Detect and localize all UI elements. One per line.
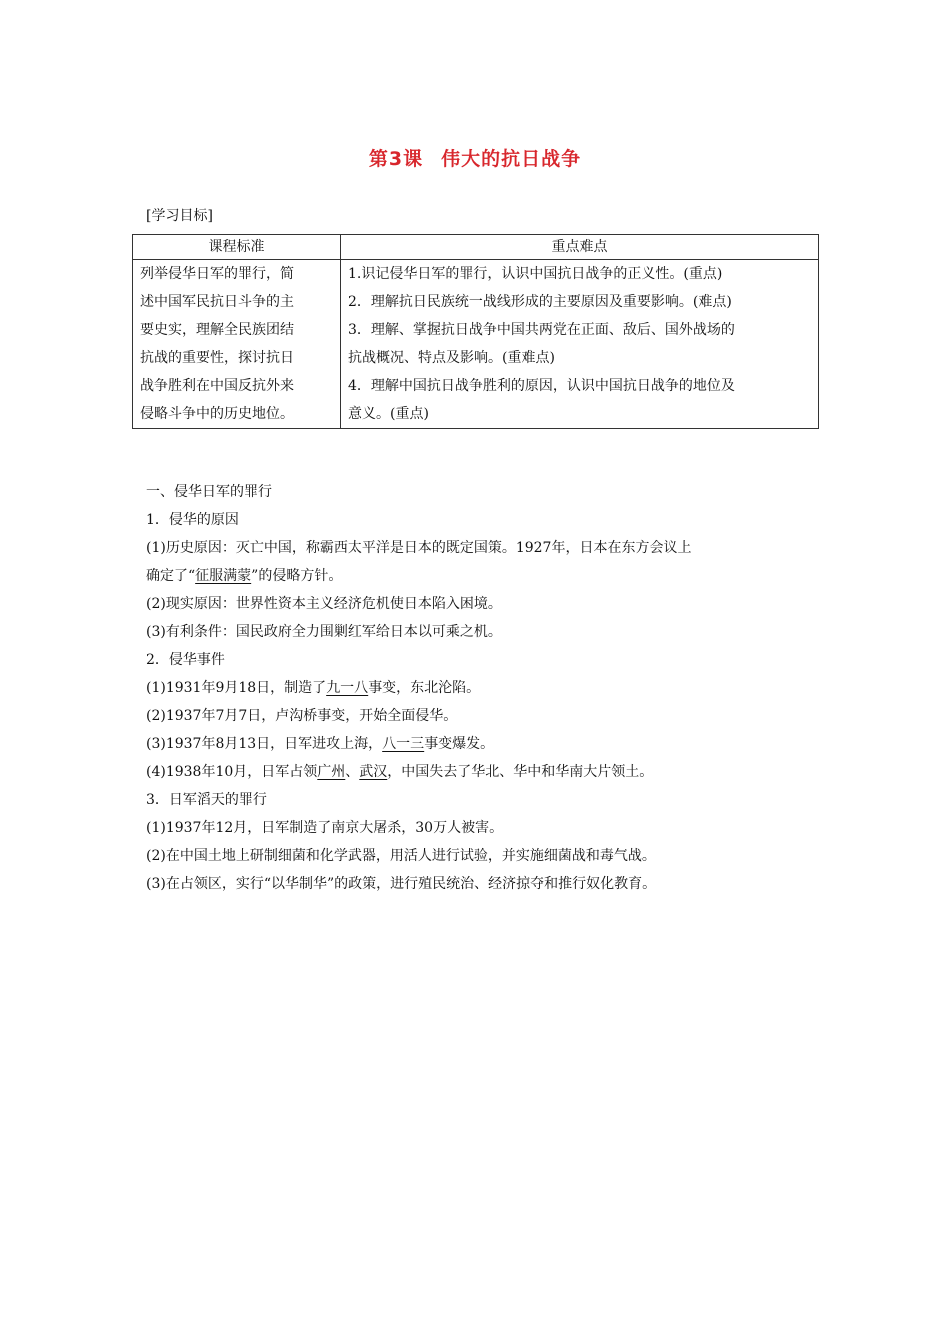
text: 、 — [345, 764, 360, 780]
text: (4)1938年10月，日军占领 — [146, 764, 318, 780]
standard-line: 列举侵华日军的罪行，简 — [140, 266, 294, 282]
key-term: 征服满蒙 — [195, 568, 252, 584]
text: 事变爆发。 — [424, 736, 495, 752]
course-standard-cell — [133, 260, 341, 429]
point-line: 2．理解抗日民族统一战线形成的主要原因及重要影响。(难点) — [348, 294, 732, 310]
point-line: 4．理解中国抗日战争胜利的原因，认识中国抗日战争的地位及 — [348, 378, 735, 394]
paragraph: (1)1937年12月，日军制造了南京大屠杀，30万人被害。 — [146, 820, 504, 836]
subsection-heading: 2．侵华事件 — [146, 652, 225, 668]
text: 确定了“ — [146, 568, 196, 584]
lesson-number: 第3课 — [368, 148, 424, 170]
paragraph — [146, 562, 826, 590]
lesson-content — [146, 478, 826, 898]
subsection-heading: 3．日军滔天的罪行 — [146, 792, 267, 808]
text: (1)1931年9月18日，制造了 — [146, 680, 327, 696]
standard-line: 述中国军民抗日斗争的主 — [140, 294, 294, 310]
text: 事变，东北沦陷。 — [368, 680, 481, 696]
standard-line: 侵略斗争中的历史地位。 — [140, 406, 294, 422]
paragraph: (2)1937年7月7日，卢沟桥事变，开始全面侵华。 — [146, 708, 458, 724]
page-title — [0, 144, 950, 171]
key-points-cell — [341, 260, 819, 429]
paragraph: (3)在占领区，实行“以华制华”的政策，进行殖民统治、经济掠夺和推行奴化教育。 — [146, 876, 657, 892]
standard-line: 抗战的重要性，探讨抗日 — [140, 350, 294, 366]
key-term: 八一三 — [382, 736, 425, 752]
table-header-row — [133, 235, 819, 260]
standard-line: 要史实，理解全民族团结 — [140, 322, 294, 338]
text: (3)1937年8月13日，日军进攻上海， — [146, 736, 383, 752]
point-line: 1.识记侵华日军的罪行，认识中国抗日战争的正义性。(重点) — [348, 266, 723, 282]
header-course-standard: 课程标准 — [133, 235, 341, 260]
point-line: 意义。(重点) — [348, 406, 429, 422]
paragraph: (1)历史原因：灭亡中国，称霸西太平洋是日本的既定国策。1927年，日本在东方会议上 — [146, 540, 692, 556]
paragraph — [146, 730, 826, 758]
key-term: 九一八 — [326, 680, 369, 696]
paragraph: (2)在中国土地上研制细菌和化学武器，用活人进行试验，并实施细菌战和毒气战。 — [146, 848, 656, 864]
section-heading: 一、侵华日军的罪行 — [146, 484, 272, 500]
lesson-title: 伟大的抗日战争 — [441, 148, 582, 170]
paragraph — [146, 758, 826, 786]
text: ”的侵略方针。 — [251, 568, 343, 584]
paragraph — [146, 674, 826, 702]
text: ，中国失去了华北、华中和华南大片领土。 — [387, 764, 654, 780]
header-key-points: 重点难点 — [341, 235, 819, 260]
paragraph: (3)有利条件：国民政府全力围剿红军给日本以可乘之机。 — [146, 624, 502, 640]
point-line: 3．理解、掌握抗日战争中国共两党在正面、敌后、国外战场的 — [348, 322, 735, 338]
subsection-heading: 1．侵华的原因 — [146, 512, 239, 528]
learning-goals-table — [132, 234, 819, 429]
paragraph: (2)现实原因：世界性资本主义经济危机使日本陷入困境。 — [146, 596, 502, 612]
standard-line: 战争胜利在中国反抗外来 — [140, 378, 294, 394]
learning-goals-label: [学习目标] — [146, 208, 213, 224]
table-row — [133, 260, 819, 429]
point-line: 抗战概况、特点及影响。(重难点) — [348, 350, 555, 366]
key-term: 广州 — [317, 764, 346, 780]
key-term: 武汉 — [359, 764, 388, 780]
